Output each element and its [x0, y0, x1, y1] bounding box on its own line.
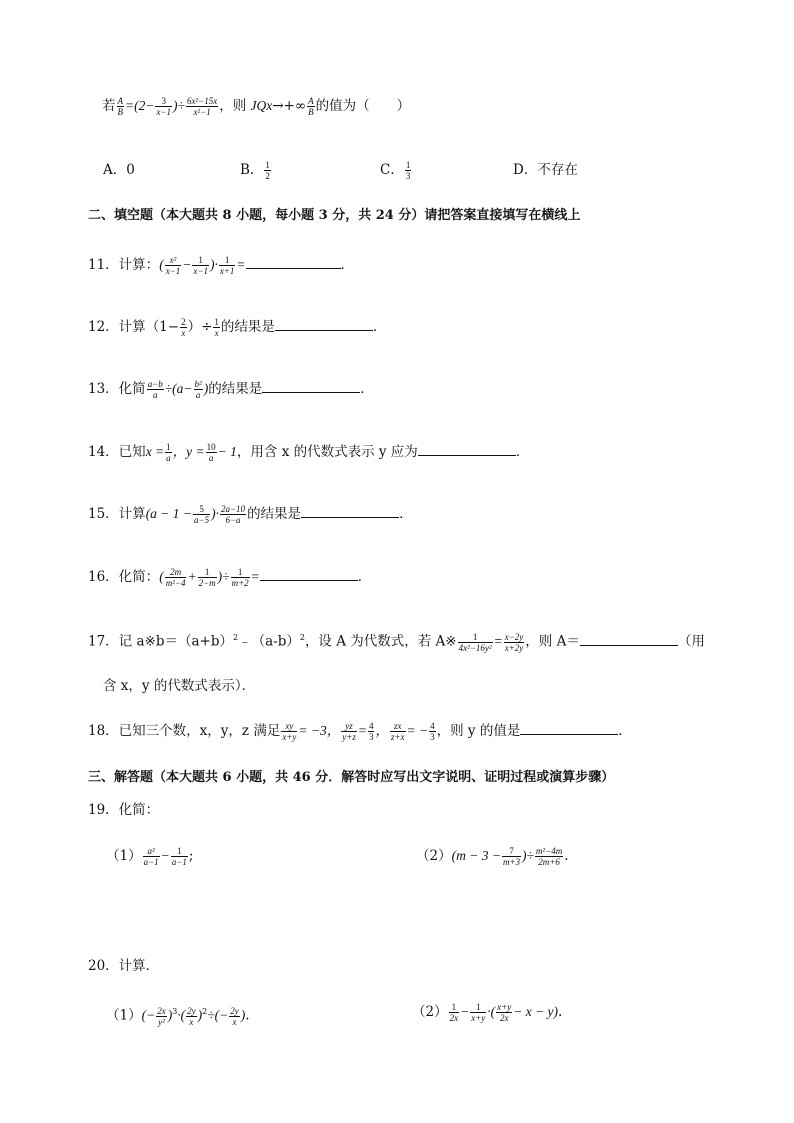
question-20-part-2: （2） $\frac{1}{2x}$ − $\frac{1}{x+y}$ ·( $\frac{x+y}{2x}$ − x − y). — [412, 1002, 563, 1023]
q10-stem: 若 $\frac{A}{B}$ =(2− $\frac{3}{x-1}$ )÷ $\frac{\text{6x²−15x}}{\text{x²−1}}$ ，则 JQx→+∞ $\frac{A}{B}$ 的值为（ ） — [102, 96, 411, 117]
question-20: 20．计算． — [88, 958, 160, 974]
answer-blank[interactable] — [275, 316, 373, 331]
question-19-part-2: （2）(m − 3 − $\frac{7}{m+3}$ )÷ $\frac{\text{m²−4m}}{2m+6}$ . — [416, 846, 569, 867]
question-19: 19．化简： — [88, 802, 160, 818]
question-15: 15．计算(a − 1 − $\frac{5}{a-5}$ )· $\frac{2a-10}{6-a}$ 的结果是 ． — [88, 504, 413, 525]
question-14: 14．已知x = $\frac{1}{a}$ ，y = $\frac{10}{a}$ − 1，用含 x 的代数式表示 y 应为 ． — [88, 442, 530, 463]
answer-blank[interactable] — [262, 378, 360, 393]
question-16: 16．化简：( $\frac{2m}{\text{m²−4}}$ + $\frac{1}{2-m}$ )÷ $\frac{1}{m+2}$ = ． — [88, 567, 372, 588]
section-2-title: 二、填空题（本大题共 8 小题，每小题 3 分，共 24 分）请把答案直接填写在横线上 — [88, 208, 581, 223]
answer-blank[interactable] — [301, 503, 399, 518]
q10-option-c: C． $\frac{1}{3}$ — [380, 160, 411, 181]
answer-blank[interactable] — [418, 441, 516, 456]
question-17-line-1: 17．记 $a※b=(a+b)^2﹣(a-b)^2$，设 A 为代数式，若 A※ $\frac{1}{\text{4x²−16y²}}$ = $\frac{x-2y}{x+2y}$ ，则 A＝ （用 — [88, 631, 705, 653]
question-12: 12．计算（1− $\frac{2}{x}$ ）÷ $\frac{1}{x}$ 的结果是 ． — [88, 317, 387, 338]
answer-blank[interactable] — [580, 631, 678, 646]
question-19-part-1: （1） $\frac{\text{a²}}{a-1}$ − $\frac{1}{a-1}$ ; — [106, 846, 194, 867]
q10-option-d: D．不存在 — [513, 162, 578, 178]
q10-option-a: A．0 — [103, 162, 135, 178]
section-3-title: 三、解答题（本大题共 6 小题，共 46 分．解答时应写出文字说明、证明过程或演算步骤） — [88, 770, 615, 785]
answer-blank[interactable] — [246, 254, 341, 269]
question-17-line-2: 含 x，y 的代数式表示）． — [103, 678, 256, 694]
q10-option-b: B． $\frac{1}{2}$ — [240, 160, 270, 181]
answer-blank[interactable] — [260, 566, 358, 581]
question-13: 13．化简 $\frac{a-b}{a}$ ÷(a− $\frac{\text{b²}}{a}$ )的结果是 ． — [88, 379, 374, 400]
answer-blank[interactable] — [520, 720, 618, 735]
question-11: 11．计算：( $\frac{\text{x²}}{x-1}$ − $\frac{1}{x-1}$ )· $\frac{1}{x+1}$ = ． — [88, 255, 355, 276]
question-20-part-1: （1）(− $\frac{2x}{\text{y²}}$ )$^3$·( $\frac{2y}{x}$ )$^2$÷(− $\frac{2y}{x}$ ). — [106, 1005, 250, 1027]
question-18: 18．已知三个数，x，y，z 满足 $\frac{xy}{x+y}$ = −3， $\frac{yz}{y+z}$ = $\frac{4}{3}$ ， $\frac{zx}{z+x}$ = − $\frac{4}{3}$ ，则 y 的值是 ． — [88, 721, 632, 742]
